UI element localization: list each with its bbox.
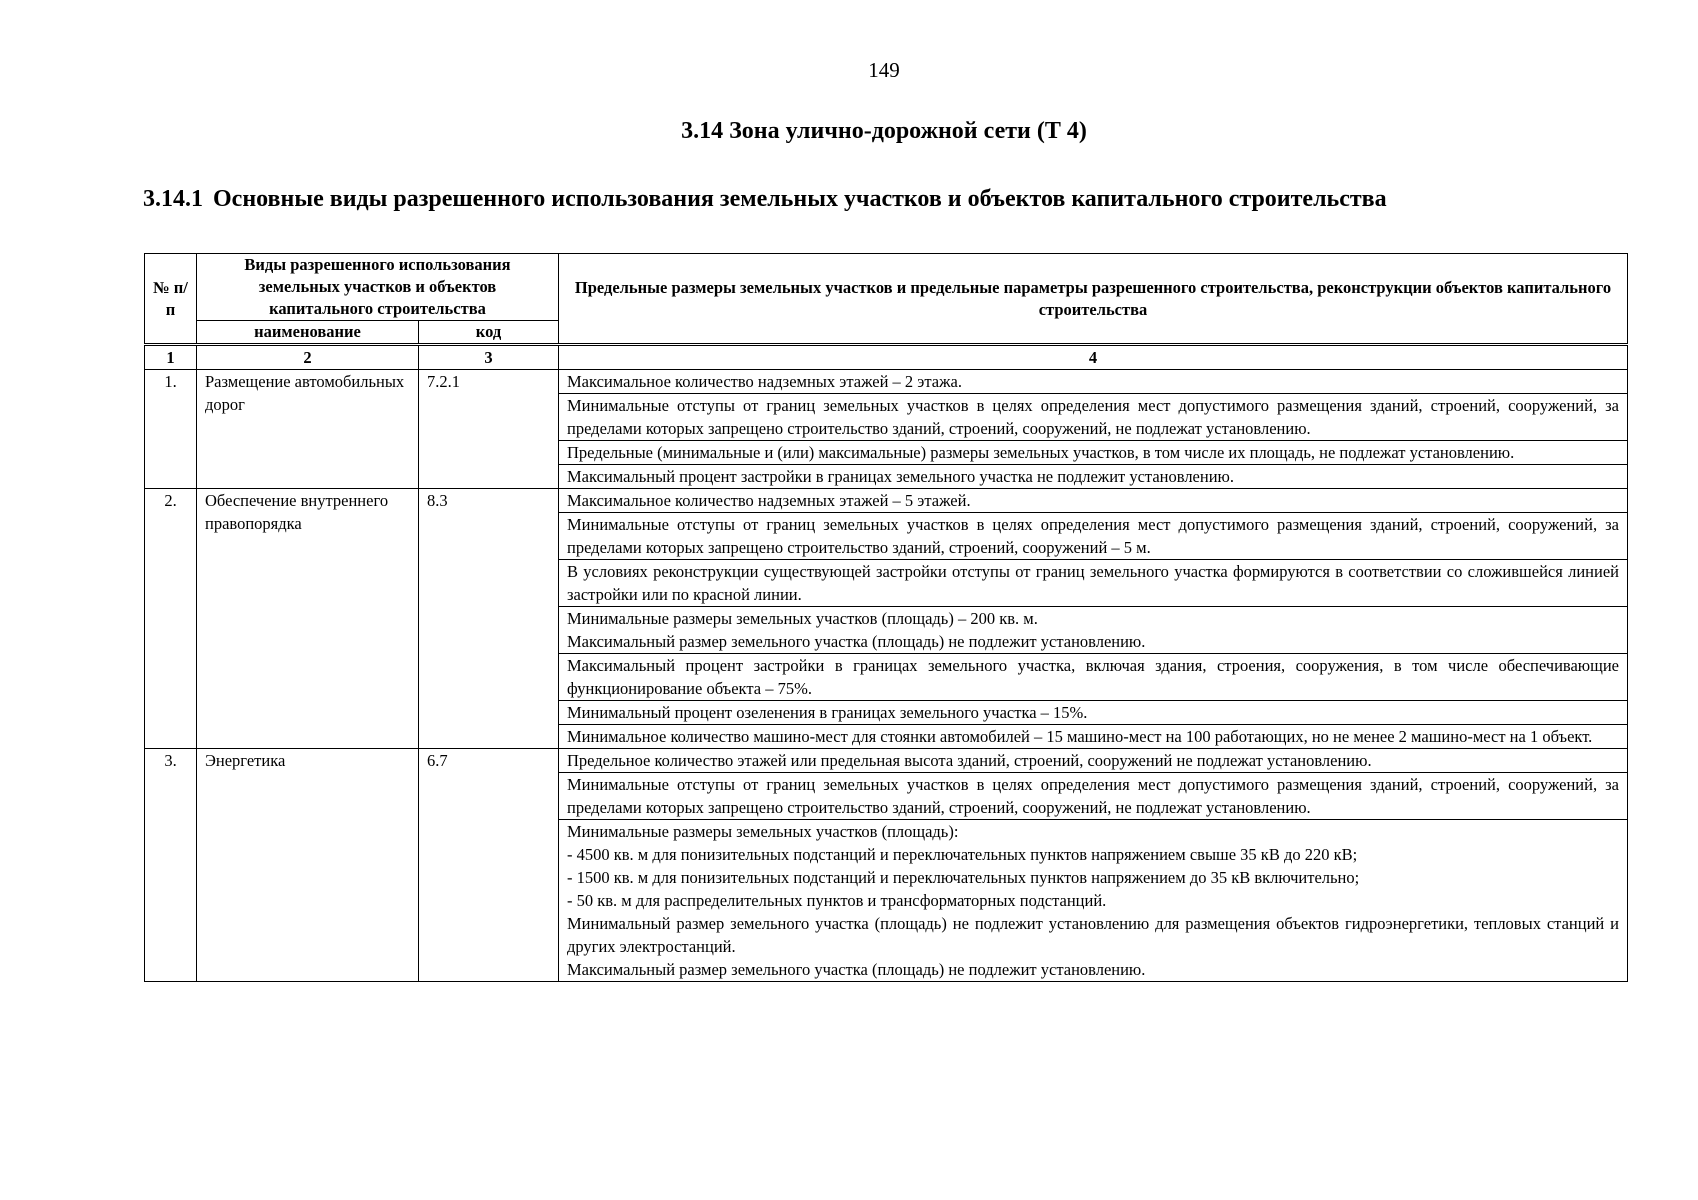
- parameter-cell: [559, 607, 1628, 654]
- table-header: [145, 254, 1628, 345]
- table-row: [145, 489, 1628, 513]
- column-number: 3: [419, 345, 559, 370]
- parameter-cell: [559, 560, 1628, 607]
- row-number: 1.: [145, 370, 197, 489]
- parameter-text: Минимальный процент озеленения в границах земельного участка – 15%.: [567, 703, 1088, 722]
- row-number: 2.: [145, 489, 197, 749]
- section-title: [143, 186, 1633, 213]
- parameter-cell: [559, 725, 1628, 749]
- section-title-text: Основные виды разрешенного использования земельных участков и объектов капитального строительства: [213, 186, 1387, 212]
- header-num: № п/п: [145, 254, 197, 345]
- row-number: 3.: [145, 749, 197, 982]
- parameter-cell: [559, 513, 1628, 560]
- parameter-text: Максимальный процент застройки в границах земельного участка не подлежит установлению.: [567, 467, 1234, 486]
- column-number: 1: [145, 345, 197, 370]
- parameter-text: Минимальные отступы от границ земельных участков в целях определения мест допустимого размещения зданий, строений, сооружений, за пределами которых запрещено строительство зданий, строений, сооружений, не подлежат установлению.: [567, 775, 1619, 817]
- parameter-cell: [559, 820, 1628, 982]
- parameter-text: Минимальные размеры земельных участков (площадь) – 200 кв. м.: [567, 609, 1038, 628]
- column-number: 4: [559, 345, 1628, 370]
- parameter-text: Минимальные отступы от границ земельных участков в целях определения мест допустимого размещения зданий, строений, сооружений, за пределами которых запрещено строительство зданий, строений, сооружений – 5 м.: [567, 515, 1619, 557]
- table-row: [145, 749, 1628, 773]
- parameter-cell: [559, 773, 1628, 820]
- parameter-cell: [559, 465, 1628, 489]
- header-kinds: Виды разрешенного использования земельных участков и объектов капитального строительства: [197, 254, 559, 321]
- parameter-text: - 50 кв. м для распределительных пунктов и трансформаторных подстанций.: [567, 891, 1107, 910]
- zone-title: 3.14 Зона улично-дорожной сети (Т 4): [681, 118, 1087, 144]
- parameter-text: Минимальные отступы от границ земельных участков в целях определения мест допустимого размещения зданий, строений, сооружений, за пределами которых запрещено строительство зданий, строений, сооружений, не подлежат установлению.: [567, 396, 1619, 438]
- parameter-text: Максимальный процент застройки в границах земельного участка, включая здания, строения, сооружения, в том числе обеспечивающие функционирование объекта – 75%.: [567, 656, 1619, 698]
- header-name: наименование: [197, 321, 419, 345]
- use-code: 8.3: [419, 489, 559, 749]
- parameter-cell: [559, 749, 1628, 773]
- use-code: 6.7: [419, 749, 559, 982]
- parameter-cell: [559, 701, 1628, 725]
- parameter-text: Максимальное количество надземных этажей – 5 этажей.: [567, 491, 971, 510]
- use-name: Размещение автомобильных дорог: [197, 370, 419, 489]
- parameter-text: Предельное количество этажей или предельная высота зданий, строений, сооружений не подлежат установлению.: [567, 751, 1372, 770]
- parameter-text: Минимальный размер земельного участка (площадь) не подлежит установлению для размещения объектов гидроэнергетики, тепловых станций и других электростанций.: [567, 914, 1619, 956]
- parameter-text: Минимальные размеры земельных участков (площадь):: [567, 822, 959, 841]
- table-row: [145, 370, 1628, 394]
- page-number: 149: [868, 58, 900, 82]
- parameter-text: Максимальное количество надземных этажей – 2 этажа.: [567, 372, 962, 391]
- parameter-cell: [559, 394, 1628, 441]
- parameter-text: - 4500 кв. м для понизительных подстанций и переключательных пунктов напряжением свыше 35 кВ до 220 кВ;: [567, 845, 1358, 864]
- header-limits: Предельные размеры земельных участков и предельные параметры разрешенного строительства, реконструкции объектов капитального строительства: [559, 254, 1628, 345]
- parameter-text: - 1500 кв. м для понизительных подстанций и переключательных пунктов напряжением до 35 кВ включительно;: [567, 868, 1360, 887]
- parameter-cell: [559, 441, 1628, 465]
- parameter-text: Предельные (минимальные и (или) максимальные) размеры земельных участков, в том числе их площадь, не подлежат установлению.: [567, 443, 1515, 462]
- parameter-text: Максимальный размер земельного участка (площадь) не подлежит установлению.: [567, 632, 1146, 651]
- use-code: 7.2.1: [419, 370, 559, 489]
- table-body: [145, 345, 1628, 982]
- column-number: 2: [197, 345, 419, 370]
- section-number: 3.14.1: [143, 186, 203, 212]
- parameter-text: Максимальный размер земельного участка (площадь) не подлежит установлению.: [567, 960, 1146, 979]
- regulations-table: [144, 253, 1628, 982]
- parameter-text: В условиях реконструкции существующей застройки отступы от границ земельного участка формируются в соответствии со сложившейся линией застройки или по красной линии.: [567, 562, 1619, 604]
- parameter-cell: [559, 654, 1628, 701]
- parameter-cell: [559, 370, 1628, 394]
- parameter-text: Минимальное количество машино-мест для стоянки автомобилей – 15 машино-мест на 100 работающих, но не менее 2 машино-мест на 1 объект.: [567, 727, 1593, 746]
- column-numbers-row: [145, 345, 1628, 370]
- header-code: код: [419, 321, 559, 345]
- use-name: Обеспечение внутреннего правопорядка: [197, 489, 419, 749]
- parameter-cell: [559, 489, 1628, 513]
- use-name: Энергетика: [197, 749, 419, 982]
